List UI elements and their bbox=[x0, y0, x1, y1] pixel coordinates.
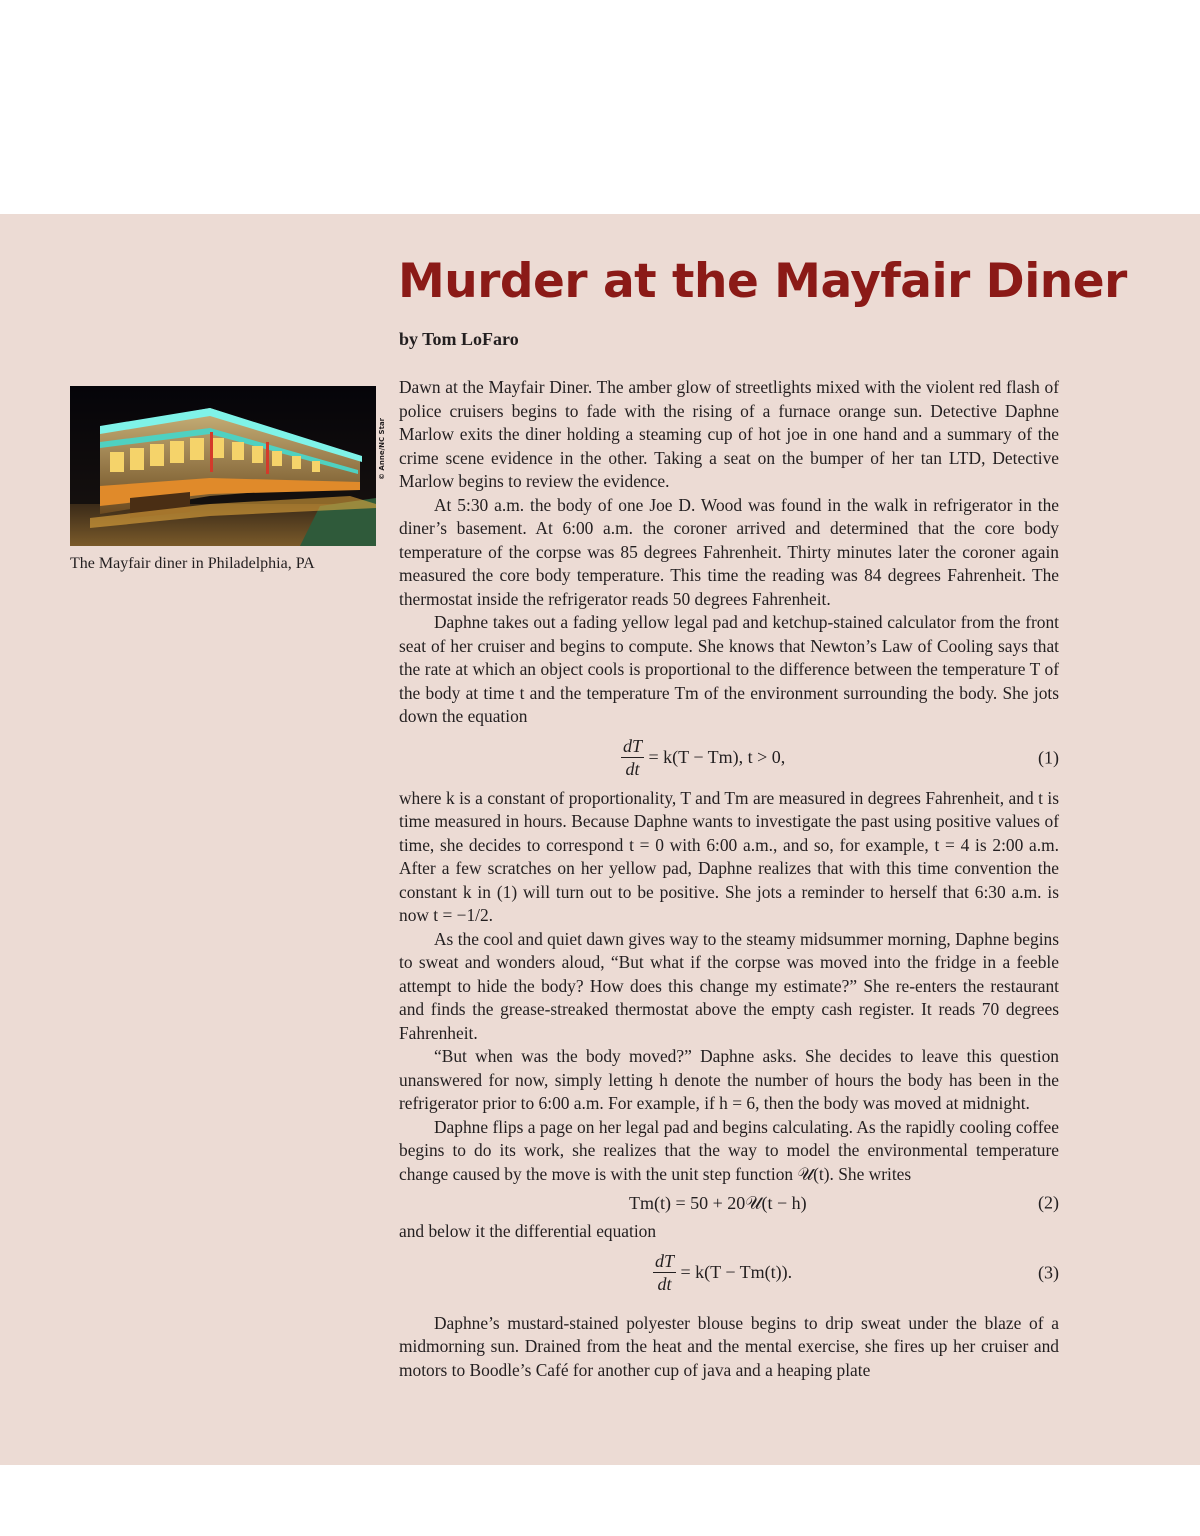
equation-1 bbox=[399, 729, 1059, 787]
diner-photo bbox=[70, 386, 376, 546]
eq2-number: (2) bbox=[1038, 1192, 1059, 1213]
eq3-rhs: = k(T − Tm(t)). bbox=[680, 1261, 793, 1282]
eq1-denominator: dt bbox=[625, 758, 640, 779]
paragraph: Daphne takes out a fading yellow legal pad and ketchup-stained calculator from the front seat of her cruiser and begins to compute. She knows that Newton’s Law of Cooling says that the rate at which an object cools is proportional to the difference between the temperature T of the body at time t and the temperature Tm of the environment surrounding the body. She jots down the equation bbox=[399, 612, 1059, 726]
paragraph: As the cool and quiet dawn gives way to the steamy midsummer morning, Daphne begins to sweat and wonders aloud, “But what if the corpse was moved into the fridge in a feeble attempt to hide the body? How does this change my estimate?” She re-enters the restaurant and finds the grease-streaked thermostat above the empty cash register. It reads 70 degrees Fahrenheit. bbox=[399, 928, 1059, 1043]
eq1-numerator: dT bbox=[623, 735, 643, 756]
article-title: Murder at the Mayfair Diner bbox=[398, 254, 1127, 309]
equation-2 bbox=[399, 1186, 1059, 1220]
eq3-denominator: dt bbox=[657, 1273, 672, 1294]
eq1-number: (1) bbox=[1038, 746, 1059, 767]
diner-illustration bbox=[70, 386, 376, 546]
paragraph: where k is a constant of proportionality, T and Tm are measured in degrees Fahrenheit, and t is time measured in hours. Because Daphne wants to investigate the past using positive values of time, she decides to correspond t = 0 with 6:00 a.m., and so, for example, t = 4 is 2:00 a.m. After a few scratches on her yellow pad, Daphne realizes that with this time convention the constant k in (1) will turn out to be positive. She jots a reminder to herself that 6:30 a.m. is now t = −1/2. bbox=[399, 787, 1059, 925]
eq1-rhs: = k(T − Tm), t > 0, bbox=[648, 746, 786, 767]
byline: by Tom LoFaro bbox=[399, 329, 519, 349]
equation-3 bbox=[399, 1244, 1059, 1302]
paragraph: Dawn at the Mayfair Diner. The amber glow of streetlights mixed with the violent red flash of police cruisers begins to fade with the rising of a furnace orange sun. Detective Daphne Marlow exits the diner holding a steaming cup of hot joe in one hand and a summary of the crime scene evidence in the other. Taking a seat on the bumper of her tan LTD, Detective Marlow begins to review the evidence. bbox=[399, 377, 1059, 491]
paragraph: and below it the differential equation bbox=[399, 1221, 657, 1241]
photo-caption: The Mayfair diner in Philadelphia, PA bbox=[70, 555, 315, 572]
paragraph: “But when was the body moved?” Daphne asks. She decides to leave this question unanswered for now, simply letting h denote the number of hours the body has been in the refrigerator prior to 6:00 a.m. For example, if h = 6, then the body was moved at midnight. bbox=[399, 1046, 1059, 1113]
photo-credit: © Anne/NC Star bbox=[378, 417, 386, 480]
paragraph: Daphne’s mustard-stained polyester blouse begins to drip sweat under the blaze of a midmorning sun. Drained from the heat and the mental exercise, she fires up her cruiser and motors to Boodle’s Café for another cup of java and a heaping plate bbox=[399, 1312, 1059, 1380]
paragraph: At 5:30 a.m. the body of one Joe D. Wood was found in the walk in refrigerator in the diner’s basement. At 6:00 a.m. the coroner arrived and determined that the core body temperature of the corpse was 85 degrees Fahrenheit. Thirty minutes later the coroner again measured the core body temperature. This time the reading was 84 degrees Fahrenheit. The thermostat inside the refrigerator reads 50 degrees Fahrenheit. bbox=[399, 494, 1059, 609]
paragraph: Daphne flips a page on her legal pad and begins calculating. As the rapidly cooling coffee begins to do its work, she realizes that the way to model the environmental temperature change caused by the move is with the unit step function 𝒰(t). She writes bbox=[399, 1116, 1059, 1184]
eq2-text: Tm(t) = 50 + 20𝒰(t − h) bbox=[629, 1193, 807, 1213]
eq3-numerator: dT bbox=[655, 1250, 675, 1271]
eq3-number: (3) bbox=[1038, 1261, 1059, 1282]
article-body bbox=[399, 376, 1059, 1382]
